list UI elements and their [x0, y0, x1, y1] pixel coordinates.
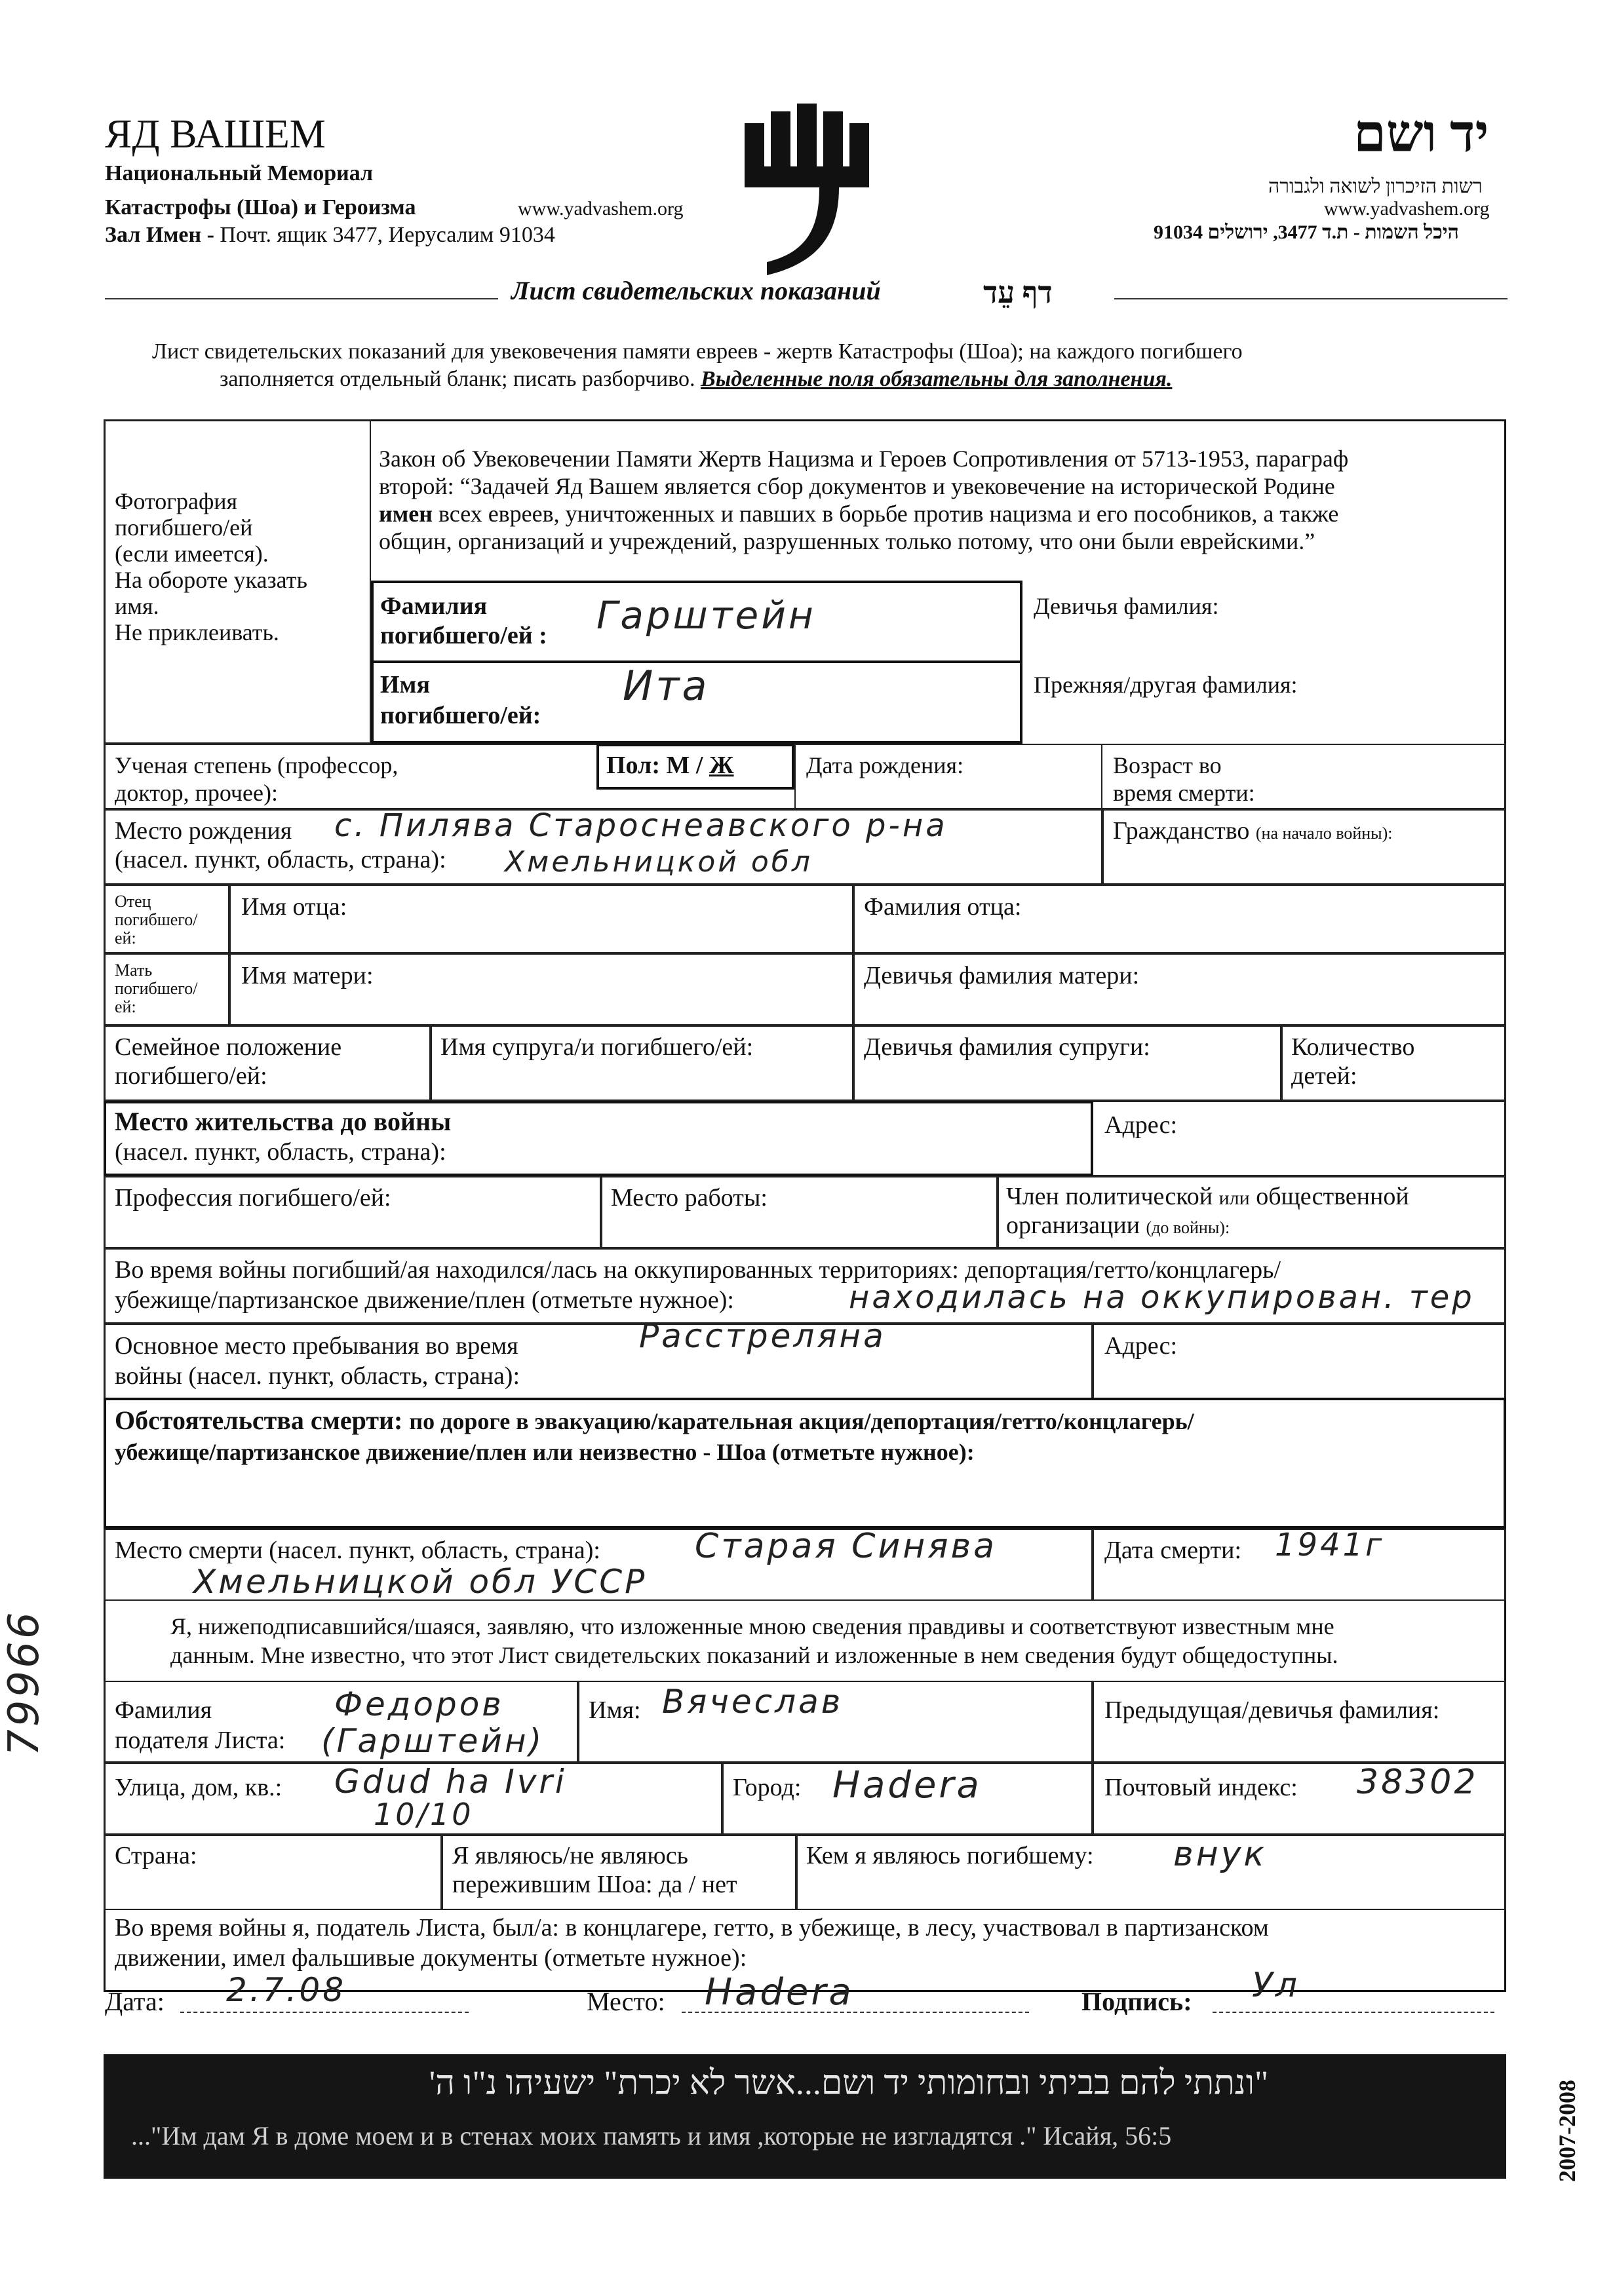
marital-divider-3 [1280, 1025, 1283, 1101]
row-country [104, 1835, 1506, 1910]
workplace-label: Место работы: [611, 1184, 768, 1212]
mother-divider-2 [852, 953, 855, 1025]
dob-label: Дата рождения: [806, 752, 964, 778]
date-line [180, 2012, 469, 2013]
logo-candle-3 [797, 104, 817, 172]
surname-label-1: Фамилия [380, 592, 488, 620]
footer-russian: ..."Им дам Я в доме моем и в стенах моих память и имя ,которые не изгладятся ." Исайя, 56:5 [131, 2121, 1172, 2151]
war-label-2: убежище/партизанское движение/плен (отметьте нужное): [115, 1286, 734, 1314]
mother-maiden-label: Девичья фамилия матери: [864, 962, 1140, 989]
submitter-divider-2 [1091, 1681, 1094, 1763]
sub-name-label: Имя: [589, 1696, 641, 1724]
war-status-value: находилась на оккупирован. тер [849, 1279, 1475, 1316]
mother-side-1: Мать [115, 961, 153, 980]
relation-label: Кем я являюсь погибшему: [806, 1842, 1094, 1869]
sub-name-value: Вячеслав [662, 1683, 844, 1721]
children-label-2: детей: [1291, 1062, 1357, 1090]
marital-label-2: погибшего/ей: [115, 1062, 267, 1090]
sex-female-marked: Ж [709, 752, 734, 779]
sub-surname-value-1: Федоров [334, 1685, 504, 1723]
margin-number: 79966 [0, 1609, 49, 1756]
children-label-1: Количество [1291, 1033, 1415, 1061]
profession-divider-2 [996, 1176, 999, 1248]
header-ru-title: ЯД ВАШЕМ [105, 112, 326, 157]
sub-surname-label-1: Фамилия [115, 1696, 212, 1724]
sub-surname-label-2: подателя Листа: [115, 1727, 286, 1754]
submitter-divider-1 [577, 1681, 579, 1763]
birthplace-value-1: с. Пилява Староснеавского р-на [334, 807, 948, 844]
maiden-label: Девичья фамилия: [1034, 593, 1219, 619]
member-label-2 [1006, 1212, 1230, 1238]
death-place-value-2: Хмельницкой обл УССР [193, 1563, 648, 1601]
place-value: Hadera [705, 1971, 854, 2014]
intro-line1: Лист свидетельских показаний для увековечения памяти евреев - жертв Катастрофы (Шоа); на каждого погибшего [152, 339, 1243, 364]
form-title-he: דף עֵד [983, 276, 1053, 309]
sub-prev-label: Предыдущая/девичья фамилия: [1104, 1696, 1440, 1724]
death-place-label: Место смерти (насел. пункт, область, страна): [115, 1537, 600, 1564]
logo-candle-4 [823, 111, 843, 172]
marital-divider-2 [852, 1025, 855, 1101]
spouse-maiden-label: Девичья фамилия супруги: [864, 1033, 1150, 1061]
mother-side-2: погибшего/ [115, 979, 198, 998]
logo-stem [767, 187, 839, 275]
surname-label-2: погибшего/ей : [380, 622, 547, 649]
place-label: Место: [587, 1987, 665, 2016]
marital-label-1: Семейное положение [115, 1033, 342, 1061]
header-he-line3: היכל השמות - ת.ד 3477, ירושלים 91034 [1154, 221, 1459, 243]
profession-label: Профессия погибшего/ей: [115, 1184, 391, 1212]
father-surname-label: Фамилия отца: [864, 893, 1022, 921]
zip-value: 38302 [1357, 1763, 1479, 1802]
footer-hebrew: "ונתתי להם בביתי ובחומותי יד ושם...אשר לא יכרת" ישעיהו נ"ו ה' [429, 2065, 1269, 2102]
birthplace-label-2: (насел. пункт, область, страна): [115, 846, 446, 873]
name-label-2: погибшего/ей: [380, 702, 541, 729]
residence-label-2: (насел. пункт, область, страна): [115, 1138, 446, 1166]
surname-value: Гарштейн [596, 593, 816, 638]
intro-line2 [220, 367, 1172, 392]
photo-line5: имя. [115, 593, 159, 619]
war-label-1: Во время войны погибший/ая находился/лась на оккупированных территориях: депортация/гетто/концлагерь/ [115, 1256, 1281, 1284]
residence-address-label: Адрес: [1104, 1111, 1178, 1139]
residence-label-1: Место жительства до войны [115, 1107, 452, 1136]
mainplace-divider [1091, 1324, 1094, 1399]
signature-label: Подпись: [1081, 1987, 1192, 2016]
intro-line2-required: Выделенные поля обязательны для заполнения. [701, 367, 1173, 391]
header-he-title: יד ושם [1353, 105, 1489, 163]
mainplace-label-2: войны (насел. пункт, область, страна): [115, 1362, 520, 1390]
member-label-1 [1006, 1183, 1409, 1212]
law-line2: второй: “Задачей Яд Вашем является сбор документов и увековечение на исторической Родине [379, 473, 1335, 499]
city-label: Город: [733, 1774, 802, 1801]
law-line1: Закон об Увековечении Памяти Жертв Нацизма и Героев Сопротивления от 5713-1953, параграф [379, 446, 1349, 472]
header-he-line1: רשות הזיכרון לשואה ולגבורה [1268, 176, 1483, 197]
survivor-label-2: пережившим Шоа: да / нет [452, 1871, 737, 1898]
mainplace-label-1: Основное место пребывания во время [115, 1332, 518, 1360]
signature-line [1213, 2012, 1494, 2013]
birthplace-divider [1101, 809, 1104, 885]
law-line3-bold: имен [379, 501, 433, 527]
birthplace-label-1: Место рождения [115, 817, 292, 845]
member-label-1b: или [1218, 1187, 1250, 1209]
survivor-label-1: Я являюсь/не являюсь [452, 1842, 688, 1869]
father-side-1: Отец [115, 892, 151, 911]
logo-candle-5 [849, 123, 869, 170]
photo-line4: На обороте указать [115, 567, 307, 593]
header-ru-line2: Катастрофы (Шоа) и Героизма [105, 195, 416, 220]
citizenship-label-small: (на начало войны): [1255, 824, 1393, 843]
member-label-1a: Член политической [1006, 1183, 1213, 1210]
member-label-1c: общественной [1256, 1183, 1409, 1210]
citizenship-label [1113, 818, 1393, 844]
birthplace-value-2: Хмельницкой обл [505, 845, 813, 879]
spouse-name-label: Имя супруга/и погибшего/ей: [440, 1033, 754, 1061]
main-place-value: Расстреляна [639, 1317, 886, 1355]
member-label-2b: (до войны): [1146, 1218, 1230, 1237]
country-divider-1 [440, 1835, 443, 1910]
street-label: Улица, дом, кв.: [115, 1774, 282, 1801]
country-divider-2 [795, 1835, 798, 1910]
father-divider [228, 885, 231, 953]
intro-line2-text: заполняется отдельный бланк; писать разборчиво. [220, 367, 695, 391]
header-ru-line3 [105, 223, 555, 248]
law-line3-text: всех евреев, уничтоженных и павших в борьбе против нацизма и его пособников, а также [438, 501, 1339, 527]
citizenship-label-text: Гражданство [1113, 817, 1250, 845]
form-title: Лист свидетельских показаний [511, 276, 881, 305]
age-label-1: Возраст во [1113, 752, 1222, 778]
father-name-label: Имя отца: [241, 893, 347, 921]
mother-name-label: Имя матери: [241, 962, 374, 989]
death-circ-line1 [115, 1407, 1194, 1434]
sub-surname-value-2: (Гарштейн) [321, 1722, 545, 1760]
signature-value: Ул [1252, 1966, 1300, 2005]
title-rule-right [1114, 298, 1508, 299]
death-date-label: Дата смерти: [1104, 1537, 1242, 1564]
header-ru-line3-bold: Зал Имен - [105, 223, 214, 247]
prev-surname-label: Прежняя/другая фамилия: [1034, 672, 1298, 698]
name-value: Ита [623, 662, 710, 710]
sex-label [606, 752, 734, 778]
photo-line6: Не приклеивать. [115, 619, 279, 645]
declaration-line2: данным. Мне известно, что этот Лист свидетельских показаний и изложенные в нем сведения будут общедоступны. [170, 1642, 1338, 1668]
death-circ-bold: Обстоятельства смерти: [115, 1406, 403, 1435]
death-date-value: 1941г [1275, 1527, 1385, 1563]
profession-divider-1 [600, 1176, 602, 1248]
declaration-line1: Я, нижеподписавшийся/шаяся, заявляю, что изложенные мною сведения правдивы и соответствуют известным мне [170, 1613, 1334, 1639]
street-value-2: 10/10 [374, 1797, 474, 1832]
death-circ-text-1: по дороге в эвакуацию/карательная акция/депортация/гетто/концлагерь/ [409, 1408, 1194, 1434]
photo-line1: Фотография [115, 488, 238, 514]
father-divider-2 [852, 885, 855, 953]
death-circ-line2: убежище/партизанское движение/плен или неизвестно - Шоа (отметьте нужное): [115, 1439, 975, 1465]
deathplace-divider [1091, 1529, 1094, 1601]
mainplace-address-label: Адрес: [1104, 1332, 1178, 1360]
logo-candle-2 [771, 111, 790, 172]
date-label: Дата: [105, 1987, 165, 2016]
father-side-2: погибшего/ [115, 910, 198, 929]
logo-candle-base [745, 166, 869, 187]
photo-line2: погибшего/ей [115, 514, 253, 541]
law-line3 [379, 501, 1338, 527]
footer-year: 2007-2008 [1554, 2080, 1580, 2182]
father-side-3: ей: [115, 928, 136, 947]
street-value-1: Gdud ha Ivri [334, 1763, 567, 1801]
age-label-2: время смерти: [1113, 780, 1255, 806]
mother-divider [228, 953, 231, 1025]
country-label: Страна: [115, 1842, 197, 1869]
header-ru-site: www.yadvashem.org [518, 198, 684, 220]
date-value: 2.7.08 [226, 1971, 347, 2009]
header-ru-line1: Национальный Мемориал [105, 161, 374, 185]
zip-label: Почтовый индекс: [1104, 1774, 1298, 1801]
header-ru-line3-text: Почт. ящик 3477, Иерусалим 91034 [220, 223, 555, 247]
member-label-2a: организации [1006, 1212, 1140, 1239]
degree-label-2: доктор, прочее): [115, 780, 278, 806]
photo-line3: (если имеется). [115, 541, 269, 567]
header-he-site: www.yadvashem.org [1324, 198, 1490, 220]
degree-label-1: Ученая степень (профессор, [115, 752, 399, 778]
title-rule-left [105, 298, 498, 299]
logo-candle-1 [745, 123, 764, 170]
city-value: Hadera [832, 1764, 982, 1807]
street-divider-2 [1091, 1763, 1094, 1835]
law-line4: общин, организаций и учреждений, разрушенных только потому, что они были еврейскими.” [379, 528, 1315, 554]
street-divider-1 [721, 1763, 724, 1835]
subwar-label-2: движении, имел фальшивые документы (отметьте нужное): [115, 1944, 747, 1972]
sex-label-text: Пол: М / [606, 752, 703, 779]
yad-vashem-logo [741, 98, 878, 288]
death-place-value-1: Старая Синява [695, 1527, 998, 1566]
marital-divider-1 [429, 1025, 432, 1101]
relation-value: внук [1173, 1835, 1267, 1874]
subwar-label-1: Во время войны я, податель Листа, был/а: в концлагере, гетто, в убежище, в лесу, участвовал в партизанском [115, 1914, 1269, 1942]
name-label-1: Имя [380, 671, 430, 698]
mother-side-3: ей: [115, 997, 136, 1016]
